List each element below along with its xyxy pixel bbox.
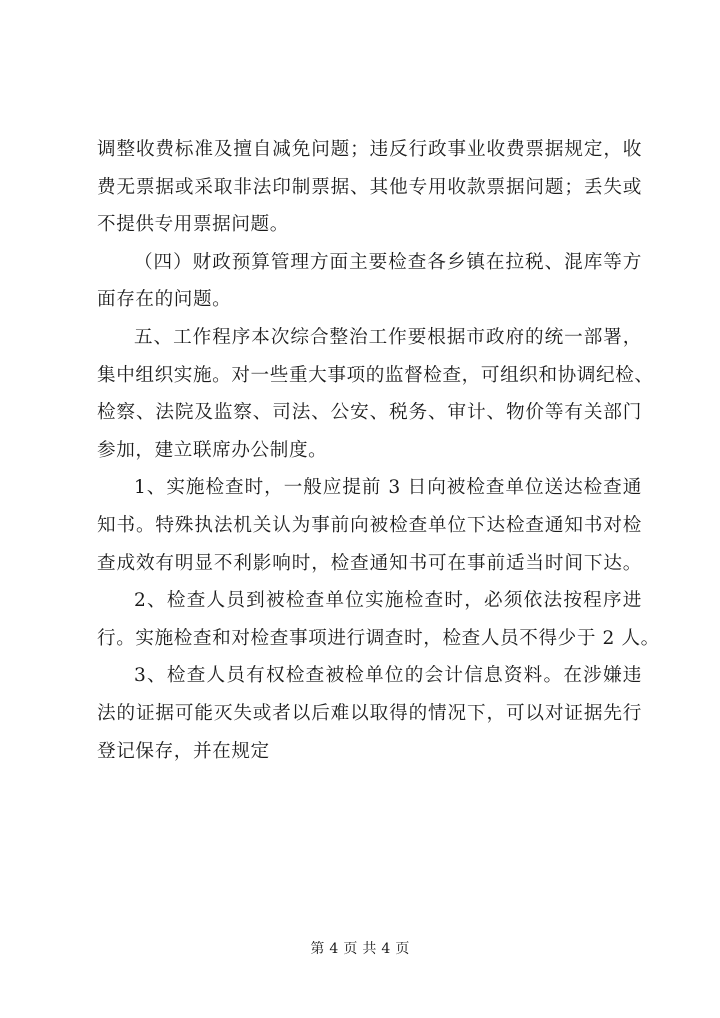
text-line: （四）财政预算管理方面主要检查各乡镇在拉税、混库等方 [134, 251, 642, 273]
text-line: 调整收费标准及擅自减免问题；违反行政事业收费票据规定，收 [97, 139, 642, 160]
text-line: 集中组织实施。对一些重大事项的监督检查，可组织和协调纪检、 [97, 364, 654, 386]
document-body [97, 131, 660, 770]
text-line: 1、实施检查时，一般应提前 3 日向被检查单位送达检查通 [134, 477, 642, 499]
text-line: 检察、法院及监察、司法、公安、税务、审计、物价等有关部门 [97, 402, 642, 424]
text-line: 参加，建立联席办公制度。 [97, 439, 328, 461]
text-line: 2、检查人员到被检查单位实施检查时，必须依法按程序进 [134, 590, 642, 612]
text-line: 3、检查人员有权检查被检单位的会计信息资料。在涉嫌违 [134, 665, 642, 687]
text-line: 登记保存，并在规定 [97, 740, 270, 762]
text-line: 面存在的问题。 [97, 289, 232, 311]
text-line: 行。实施检查和对检查事项进行调查时，检查人员不得少于 2 人。 [97, 627, 660, 649]
page-number: 第 4 页 共 4 页 [310, 941, 410, 957]
text-line: 知书。特殊执法机关认为事前向被检查单位下达检查通知书对检 [97, 514, 642, 536]
text-line: 查成效有明显不利影响时，检查通知书可在事前适当时间下达。 [97, 552, 642, 574]
text-line: 费无票据或采取非法印制票据、其他专用收款票据问题；丢失或 [97, 176, 642, 198]
text-line: 法的证据可能灭失或者以后难以取得的情况下，可以对证据先行 [97, 702, 642, 724]
text-line: 五、工作程序本次综合整治工作要根据市政府的统一部署， [134, 326, 642, 348]
text-line: 不提供专用票据问题。 [97, 214, 289, 236]
